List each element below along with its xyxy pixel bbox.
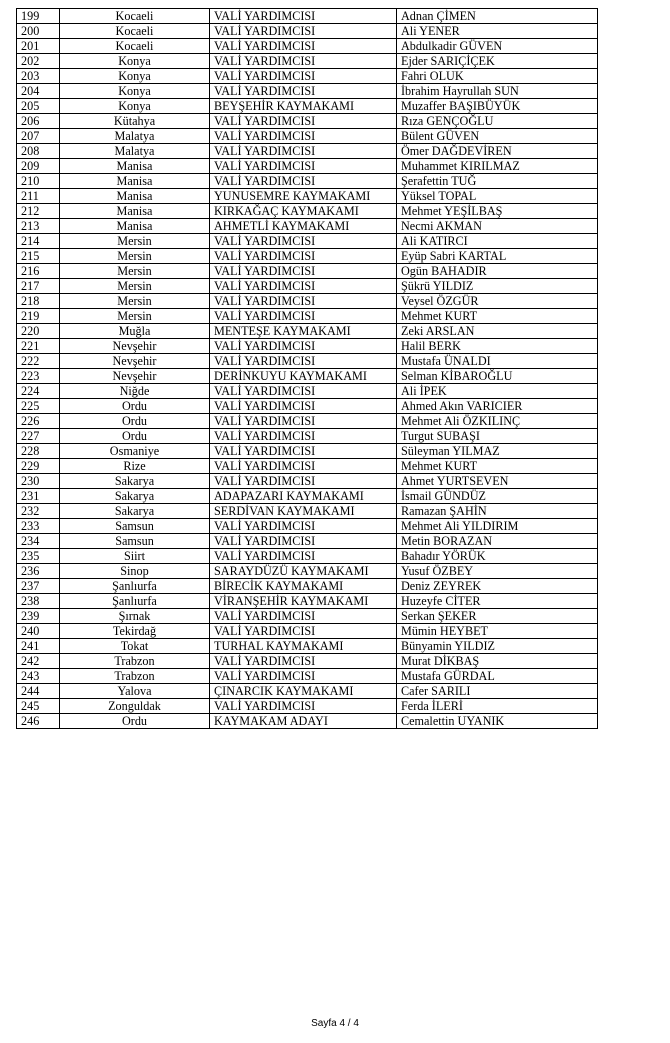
row-name: Ali KATIRCI: [397, 234, 598, 249]
row-position: VALİ YARDIMCISI: [210, 24, 397, 39]
table-row: [17, 684, 598, 699]
row-number: 221: [17, 339, 60, 354]
row-position: VALİ YARDIMCISI: [210, 549, 397, 564]
table-row: [17, 354, 598, 369]
row-city: Niğde: [60, 384, 210, 399]
table-row: [17, 234, 598, 249]
row-number: 234: [17, 534, 60, 549]
row-name: Yüksel TOPAL: [397, 189, 598, 204]
row-number: 206: [17, 114, 60, 129]
table-row: [17, 549, 598, 564]
row-position: VALİ YARDIMCISI: [210, 339, 397, 354]
row-city: Trabzon: [60, 654, 210, 669]
row-position: SARAYDÜZÜ KAYMAKAMI: [210, 564, 397, 579]
row-city: Trabzon: [60, 669, 210, 684]
row-name: Ferda İLERİ: [397, 699, 598, 714]
table-row: [17, 654, 598, 669]
table-row: [17, 534, 598, 549]
row-name: Muhammet KIRILMAZ: [397, 159, 598, 174]
row-name: Bülent GÜVEN: [397, 129, 598, 144]
row-city: Ordu: [60, 714, 210, 729]
appointments-table: [16, 8, 598, 729]
row-city: Manisa: [60, 159, 210, 174]
row-name: Mehmet KURT: [397, 309, 598, 324]
row-name: Rıza GENÇOĞLU: [397, 114, 598, 129]
row-position: VALİ YARDIMCISI: [210, 234, 397, 249]
row-name: Serkan ŞEKER: [397, 609, 598, 624]
row-city: Malatya: [60, 129, 210, 144]
row-city: Ordu: [60, 429, 210, 444]
table-row: [17, 384, 598, 399]
row-position: BEYŞEHİR KAYMAKAMI: [210, 99, 397, 114]
row-position: VALİ YARDIMCISI: [210, 534, 397, 549]
row-name: Bahadır YÖRÜK: [397, 549, 598, 564]
row-number: 231: [17, 489, 60, 504]
row-position: ÇINARCIK KAYMAKAMI: [210, 684, 397, 699]
row-name: Ahmet YURTSEVEN: [397, 474, 598, 489]
row-position: VALİ YARDIMCISI: [210, 474, 397, 489]
row-position: VALİ YARDIMCISI: [210, 159, 397, 174]
row-number: 214: [17, 234, 60, 249]
row-position: BİRECİK KAYMAKAMI: [210, 579, 397, 594]
row-city: Samsun: [60, 534, 210, 549]
row-number: 202: [17, 54, 60, 69]
row-name: Mümin HEYBET: [397, 624, 598, 639]
row-name: Abdulkadir GÜVEN: [397, 39, 598, 54]
table-row: [17, 9, 598, 24]
row-city: Kocaeli: [60, 9, 210, 24]
row-name: Fahri OLUK: [397, 69, 598, 84]
row-position: VALİ YARDIMCISI: [210, 144, 397, 159]
row-city: Konya: [60, 84, 210, 99]
row-name: Mehmet Ali ÖZKILINÇ: [397, 414, 598, 429]
row-number: 226: [17, 414, 60, 429]
table-row: [17, 504, 598, 519]
row-number: 216: [17, 264, 60, 279]
table-row: [17, 39, 598, 54]
row-number: 199: [17, 9, 60, 24]
row-name: Muzaffer BAŞIBÜYÜK: [397, 99, 598, 114]
row-number: 217: [17, 279, 60, 294]
row-number: 223: [17, 369, 60, 384]
row-position: VALİ YARDIMCISI: [210, 459, 397, 474]
table-row: [17, 144, 598, 159]
table-row: [17, 294, 598, 309]
row-position: VALİ YARDIMCISI: [210, 279, 397, 294]
row-city: Malatya: [60, 144, 210, 159]
row-city: Manisa: [60, 189, 210, 204]
row-city: Sakarya: [60, 489, 210, 504]
table-row: [17, 219, 598, 234]
table-row: [17, 204, 598, 219]
table-row: [17, 159, 598, 174]
row-number: 230: [17, 474, 60, 489]
row-city: Şanlıurfa: [60, 579, 210, 594]
table-row: [17, 69, 598, 84]
row-position: VALİ YARDIMCISI: [210, 174, 397, 189]
row-city: Manisa: [60, 174, 210, 189]
row-position: VALİ YARDIMCISI: [210, 399, 397, 414]
row-position: VALİ YARDIMCISI: [210, 414, 397, 429]
table-row: [17, 624, 598, 639]
table-row: [17, 174, 598, 189]
table-body: [17, 9, 598, 729]
row-number: 203: [17, 69, 60, 84]
row-city: Mersin: [60, 264, 210, 279]
row-number: 208: [17, 144, 60, 159]
row-city: Rize: [60, 459, 210, 474]
table-row: [17, 129, 598, 144]
row-number: 204: [17, 84, 60, 99]
row-number: 219: [17, 309, 60, 324]
page-number: Sayfa 4 / 4: [311, 1018, 359, 1029]
row-name: Metin BORAZAN: [397, 534, 598, 549]
row-name: Adnan ÇİMEN: [397, 9, 598, 24]
row-number: 242: [17, 654, 60, 669]
row-city: Manisa: [60, 204, 210, 219]
table-row: [17, 189, 598, 204]
row-number: 227: [17, 429, 60, 444]
table-row: [17, 669, 598, 684]
row-name: Ahmed Akın VARICIER: [397, 399, 598, 414]
row-city: Osmaniye: [60, 444, 210, 459]
row-number: 222: [17, 354, 60, 369]
row-position: VALİ YARDIMCISI: [210, 39, 397, 54]
row-number: 213: [17, 219, 60, 234]
row-position: VALİ YARDIMCISI: [210, 264, 397, 279]
table-row: [17, 489, 598, 504]
row-city: Mersin: [60, 279, 210, 294]
row-city: Kocaeli: [60, 24, 210, 39]
row-city: Sakarya: [60, 474, 210, 489]
row-name: Mehmet KURT: [397, 459, 598, 474]
table-row: [17, 519, 598, 534]
row-city: Şanlıurfa: [60, 594, 210, 609]
row-name: Ogün BAHADIR: [397, 264, 598, 279]
row-position: SERDİVAN KAYMAKAMI: [210, 504, 397, 519]
table-row: [17, 564, 598, 579]
row-name: Bünyamin YILDIZ: [397, 639, 598, 654]
row-city: Sakarya: [60, 504, 210, 519]
row-number: 240: [17, 624, 60, 639]
row-city: Nevşehir: [60, 354, 210, 369]
row-name: Mustafa GÜRDAL: [397, 669, 598, 684]
row-city: Kütahya: [60, 114, 210, 129]
row-name: Selman KİBAROĞLU: [397, 369, 598, 384]
row-city: Ordu: [60, 414, 210, 429]
table-row: [17, 609, 598, 624]
row-city: Şırnak: [60, 609, 210, 624]
row-city: Tekirdağ: [60, 624, 210, 639]
row-number: 220: [17, 324, 60, 339]
row-number: 241: [17, 639, 60, 654]
row-number: 224: [17, 384, 60, 399]
row-name: Ramazan ŞAHİN: [397, 504, 598, 519]
table-row: [17, 99, 598, 114]
row-name: Ali YENER: [397, 24, 598, 39]
row-position: VALİ YARDIMCISI: [210, 69, 397, 84]
row-position: ADAPAZARI KAYMAKAMI: [210, 489, 397, 504]
row-city: Konya: [60, 99, 210, 114]
row-position: KIRKAĞAÇ KAYMAKAMI: [210, 204, 397, 219]
row-position: VALİ YARDIMCISI: [210, 354, 397, 369]
row-number: 201: [17, 39, 60, 54]
table-row: [17, 114, 598, 129]
row-number: 205: [17, 99, 60, 114]
row-name: Veysel ÖZGÜR: [397, 294, 598, 309]
row-number: 239: [17, 609, 60, 624]
table-row: [17, 279, 598, 294]
row-city: Konya: [60, 69, 210, 84]
row-position: TURHAL KAYMAKAMI: [210, 639, 397, 654]
row-number: 225: [17, 399, 60, 414]
row-position: VALİ YARDIMCISI: [210, 294, 397, 309]
row-name: Huzeyfe CİTER: [397, 594, 598, 609]
row-position: MENTEŞE KAYMAKAMI: [210, 324, 397, 339]
table-row: [17, 429, 598, 444]
table-row: [17, 264, 598, 279]
row-position: VALİ YARDIMCISI: [210, 249, 397, 264]
row-number: 200: [17, 24, 60, 39]
row-number: 236: [17, 564, 60, 579]
row-position: AHMETLİ KAYMAKAMI: [210, 219, 397, 234]
row-position: KAYMAKAM ADAYI: [210, 714, 397, 729]
row-number: 228: [17, 444, 60, 459]
row-name: Şerafettin TUĞ: [397, 174, 598, 189]
row-position: VALİ YARDIMCISI: [210, 699, 397, 714]
row-city: Siirt: [60, 549, 210, 564]
table-row: [17, 84, 598, 99]
row-position: VALİ YARDIMCISI: [210, 654, 397, 669]
row-name: Murat DİKBAŞ: [397, 654, 598, 669]
row-position: VALİ YARDIMCISI: [210, 624, 397, 639]
row-position: VALİ YARDIMCISI: [210, 129, 397, 144]
table-row: [17, 459, 598, 474]
row-number: 238: [17, 594, 60, 609]
row-position: VALİ YARDIMCISI: [210, 84, 397, 99]
row-name: Necmi AKMAN: [397, 219, 598, 234]
table-row: [17, 594, 598, 609]
table-row: [17, 339, 598, 354]
table-row: [17, 714, 598, 729]
row-number: 209: [17, 159, 60, 174]
row-position: VALİ YARDIMCISI: [210, 609, 397, 624]
row-name: Yusuf ÖZBEY: [397, 564, 598, 579]
table-row: [17, 579, 598, 594]
row-name: Halil BERK: [397, 339, 598, 354]
table-row: [17, 369, 598, 384]
table-row: [17, 54, 598, 69]
row-position: VALİ YARDIMCISI: [210, 114, 397, 129]
row-number: 215: [17, 249, 60, 264]
row-position: DERİNKUYU KAYMAKAMI: [210, 369, 397, 384]
row-position: VİRANŞEHİR KAYMAKAMI: [210, 594, 397, 609]
row-position: VALİ YARDIMCISI: [210, 9, 397, 24]
row-city: Kocaeli: [60, 39, 210, 54]
table-row: [17, 324, 598, 339]
row-name: İsmail GÜNDÜZ: [397, 489, 598, 504]
row-number: 232: [17, 504, 60, 519]
row-number: 229: [17, 459, 60, 474]
row-name: İbrahim Hayrullah SUN: [397, 84, 598, 99]
row-position: VALİ YARDIMCISI: [210, 669, 397, 684]
row-number: 218: [17, 294, 60, 309]
row-number: 212: [17, 204, 60, 219]
row-number: 237: [17, 579, 60, 594]
row-number: 245: [17, 699, 60, 714]
row-city: Mersin: [60, 234, 210, 249]
row-position: VALİ YARDIMCISI: [210, 54, 397, 69]
row-city: Konya: [60, 54, 210, 69]
row-city: Mersin: [60, 294, 210, 309]
table-row: [17, 474, 598, 489]
row-position: YUNUSEMRE KAYMAKAMI: [210, 189, 397, 204]
row-name: Cemalettin UYANIK: [397, 714, 598, 729]
table-row: [17, 309, 598, 324]
row-name: Mehmet YEŞİLBAŞ: [397, 204, 598, 219]
row-name: Cafer SARILI: [397, 684, 598, 699]
row-city: Nevşehir: [60, 369, 210, 384]
row-number: 235: [17, 549, 60, 564]
table-row: [17, 399, 598, 414]
row-number: 246: [17, 714, 60, 729]
row-position: VALİ YARDIMCISI: [210, 519, 397, 534]
row-name: Deniz ZEYREK: [397, 579, 598, 594]
row-number: 211: [17, 189, 60, 204]
row-city: Sinop: [60, 564, 210, 579]
row-city: Mersin: [60, 309, 210, 324]
row-number: 210: [17, 174, 60, 189]
row-city: Manisa: [60, 219, 210, 234]
row-position: VALİ YARDIMCISI: [210, 429, 397, 444]
row-name: Süleyman YILMAZ: [397, 444, 598, 459]
row-city: Nevşehir: [60, 339, 210, 354]
row-number: 244: [17, 684, 60, 699]
row-position: VALİ YARDIMCISI: [210, 309, 397, 324]
row-position: VALİ YARDIMCISI: [210, 444, 397, 459]
row-number: 207: [17, 129, 60, 144]
row-name: Ejder SARIÇİÇEK: [397, 54, 598, 69]
row-position: VALİ YARDIMCISI: [210, 384, 397, 399]
table-row: [17, 699, 598, 714]
row-name: Mustafa ÜNALDI: [397, 354, 598, 369]
row-city: Tokat: [60, 639, 210, 654]
table-row: [17, 639, 598, 654]
row-city: Yalova: [60, 684, 210, 699]
table-row: [17, 249, 598, 264]
row-city: Mersin: [60, 249, 210, 264]
table-row: [17, 414, 598, 429]
row-number: 233: [17, 519, 60, 534]
table-row: [17, 24, 598, 39]
row-name: Ali İPEK: [397, 384, 598, 399]
row-name: Mehmet Ali YILDIRIM: [397, 519, 598, 534]
row-city: Muğla: [60, 324, 210, 339]
table-row: [17, 444, 598, 459]
row-city: Ordu: [60, 399, 210, 414]
row-name: Zeki ARSLAN: [397, 324, 598, 339]
row-city: Zonguldak: [60, 699, 210, 714]
row-name: Eyüp Sabri KARTAL: [397, 249, 598, 264]
row-number: 243: [17, 669, 60, 684]
row-name: Şükrü YILDIZ: [397, 279, 598, 294]
row-city: Samsun: [60, 519, 210, 534]
row-name: Ömer DAĞDEVİREN: [397, 144, 598, 159]
row-name: Turgut SUBAŞI: [397, 429, 598, 444]
